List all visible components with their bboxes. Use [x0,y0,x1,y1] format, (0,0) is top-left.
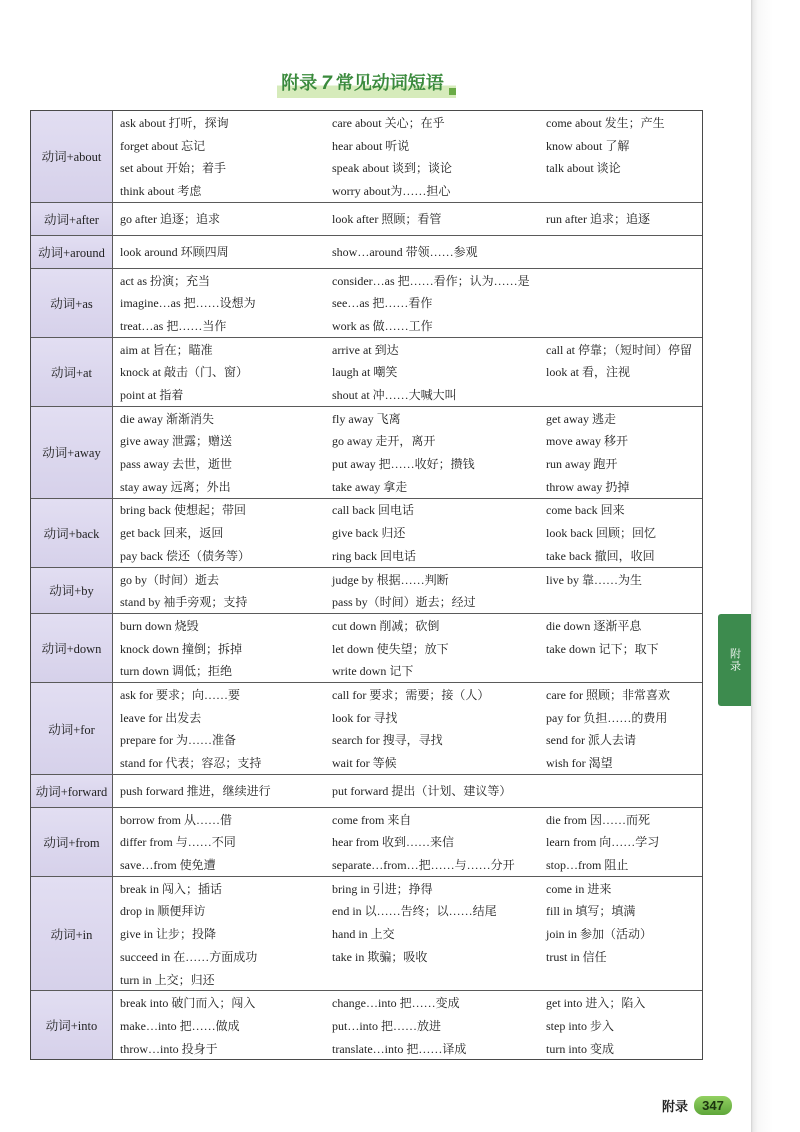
verb-phrase: turn in 上交；归还 [120,972,215,987]
verb-phrase: make…into 把……做成 [120,1018,240,1033]
phrase-line [113,269,702,292]
verb-phrase: join in 参加（活动） [546,927,653,942]
verb-phrase: stop…from 阻止 [546,858,629,873]
verb-phrase: call for 要求；需要；接（人） [332,687,490,702]
verb-phrase: throw…into 投身于 [120,1041,218,1056]
phrase-line [113,207,702,230]
verb-phrase: throw away 扔掉 [546,479,630,494]
verb-phrase: look after 照顾；看管 [332,212,442,227]
verb-phrase: let down 使失望；放下 [332,641,449,656]
phrase-line [113,544,702,567]
verb-phrase: look at 看，注视 [546,365,630,380]
verb-phrase: come back 回来 [546,503,625,518]
phrase-line [113,240,702,263]
title-square-mark [449,88,456,95]
row-phrases [113,407,702,498]
table-row [31,268,702,337]
appendix-side-tab [718,614,751,706]
verb-phrase: separate…from…把……与……分开 [332,858,515,873]
table-row [31,990,702,1059]
row-phrases [113,775,702,807]
phrase-line [113,683,702,706]
verb-phrase: treat…as 把……当作 [120,318,227,333]
verb-phrase: knock down 撞倒；拆掉 [120,641,242,656]
verb-phrase: knock at 敲击（门、窗） [120,365,248,380]
verb-phrase: call at 停靠；（短时间）停留 [546,342,692,357]
verb-phrase: give back 归还 [332,526,406,541]
phrase-line [113,853,702,876]
title-highlight [277,70,456,98]
row-phrases [113,236,702,268]
verb-phrase: burn down 烧毁 [120,618,199,633]
table-row [31,337,702,406]
verb-phrase: fill in 填写；填满 [546,904,636,919]
phrase-line [113,338,702,361]
verb-phrase: imagine…as 把……设想为 [120,296,256,311]
verb-phrase: see…as 把……看作 [332,296,433,311]
verb-phrase: borrow from 从……借 [120,812,232,827]
verb-phrase: look for 寻找 [332,710,398,725]
verb-phrase: speak about 谈到；谈论 [332,161,452,176]
verb-phrase: send for 派人去请 [546,733,636,748]
row-category: 动词+away [31,407,113,498]
verb-phrase: die from 因……而死 [546,812,650,827]
verb-phrase: change…into 把……变成 [332,996,460,1011]
table-row [31,807,702,876]
verb-phrase: go away 走开，离开 [332,434,436,449]
verb-phrase: bring back 使想起；带回 [120,503,246,518]
verb-phrase: consider…as 把……看作；认为……是 [332,273,530,288]
verb-phrase: pay back 偿还（债务等） [120,548,250,563]
verb-phrase: live by 靠……为生 [546,572,642,587]
phrase-line [113,751,702,774]
verb-phrase: hear from 收到……来信 [332,835,454,850]
table-row [31,567,702,613]
phrase-line [113,1037,702,1060]
verb-phrase: turn into 变成 [546,1041,614,1056]
phrase-line [113,729,702,752]
row-category: 动词+from [31,808,113,876]
verb-phrase: differ from 与……不同 [120,835,236,850]
table-row [31,774,702,807]
phrase-line [113,475,702,498]
verb-phrase: wait for 等候 [332,756,397,771]
phrase-line [113,383,702,406]
table-row [31,498,702,567]
verb-phrase: ask about 打听，探询 [120,115,229,130]
phrase-line [113,808,702,831]
verb-phrase: save…from 使免遭 [120,858,216,873]
row-phrases [113,111,702,202]
page-title [0,70,733,98]
verb-phrase: prepare for 为……准备 [120,733,236,748]
verb-phrase: care about 关心；在乎 [332,115,445,130]
row-category: 动词+about [31,111,113,202]
table-row [31,613,702,682]
verb-phrase: get away 逃走 [546,411,616,426]
phrase-line [113,111,702,134]
row-category: 动词+after [31,203,113,235]
phrase-line [113,900,702,923]
table-row [31,111,702,202]
page-number: 347 [694,1096,732,1115]
phrase-line [113,590,702,613]
phrase-line [113,452,702,475]
verb-phrase: turn down 调低；拒绝 [120,664,232,679]
verb-phrase: run away 跑开 [546,457,618,472]
verb-phrase: worry about为……担心 [332,183,451,198]
phrase-line [113,179,702,202]
phrase-line [113,637,702,660]
verb-phrase: pass away 去世，逝世 [120,457,232,472]
verb-phrase: know about 了解 [546,138,630,153]
verb-phrase: take in 欺骗；吸收 [332,949,428,964]
table-row [31,202,702,235]
verb-phrase: break in 闯入；插话 [120,881,222,896]
verb-phrase: go after 追逐；追求 [120,212,220,227]
phrase-line [113,831,702,854]
row-category: 动词+at [31,338,113,406]
title-text: 常见动词短语 [335,73,444,94]
verb-phrase: shout at 冲……大喊大叫 [332,388,457,403]
verb-phrase: leave for 出发去 [120,710,202,725]
row-phrases [113,808,702,876]
verb-phrase: pass by（时间）逝去；经过 [332,595,476,610]
phrase-table [30,110,703,1060]
verb-phrase: stand for 代表；容忍；支持 [120,756,262,771]
phrase-line [113,499,702,522]
row-phrases [113,991,702,1059]
verb-phrase: bring in 引进；挣得 [332,881,433,896]
verb-phrase: work as 做……工作 [332,318,433,333]
table-row [31,406,702,498]
verb-phrase: ring back 回电话 [332,548,416,563]
row-phrases [113,269,702,337]
verb-phrase: search for 搜寻，寻找 [332,733,443,748]
verb-phrase: take down 记下；取下 [546,641,659,656]
row-category: 动词+around [31,236,113,268]
verb-phrase: fly away 飞离 [332,411,401,426]
phrase-line [113,568,702,591]
verb-phrase: set about 开始；着手 [120,161,226,176]
phrase-line [113,780,702,803]
verb-phrase: hear about 听说 [332,138,410,153]
row-phrases [113,683,702,774]
verb-phrase: ask for 要求；向……要 [120,687,240,702]
row-category: 动词+forward [31,775,113,807]
verb-phrase: die away 渐渐消失 [120,411,214,426]
table-row [31,876,702,990]
phrase-line [113,877,702,900]
verb-phrase: take back 撤回，收回 [546,548,655,563]
phrase-line [113,659,702,682]
phrase-line [113,361,702,384]
row-phrases [113,499,702,567]
verb-phrase: care for 照顾；非常喜欢 [546,687,670,702]
title-prefix: 附录 [281,73,318,94]
verb-phrase: come in 进来 [546,881,612,896]
verb-phrase: go by（时间）逝去 [120,572,220,587]
verb-phrase: talk about 谈论 [546,161,621,176]
page-footer [662,1096,732,1115]
verb-phrase: look around 环顾四周 [120,245,229,260]
row-category: 动词+as [31,269,113,337]
verb-phrase: stand by 袖手旁观；支持 [120,595,248,610]
phrase-line [113,314,702,337]
verb-phrase: drop in 顺便拜访 [120,904,206,919]
footer-section-label: 附录 [662,1100,689,1115]
verb-phrase: trust in 信任 [546,949,607,964]
verb-phrase: end in 以……告终；以……结尾 [332,904,497,919]
verb-phrase: laugh at 嘲笑 [332,365,398,380]
phrase-line [113,945,702,968]
verb-phrase: hand in 上交 [332,927,395,942]
verb-phrase: pay for 负担……的费用 [546,710,668,725]
row-category: 动词+down [31,614,113,682]
row-category: 动词+back [31,499,113,567]
verb-phrase: look back 回顾；回忆 [546,526,656,541]
page-edge-shadow [751,0,800,1132]
verb-phrase: give away 泄露；赠送 [120,434,232,449]
verb-phrase: come from 来自 [332,812,412,827]
phrase-line [113,922,702,945]
table-row [31,235,702,268]
verb-phrase: point at 指着 [120,388,184,403]
verb-phrase: think about 考虑 [120,183,202,198]
phrase-line [113,521,702,544]
verb-phrase: arrive at 到达 [332,342,399,357]
verb-phrase: get back 回来，返回 [120,526,224,541]
verb-phrase: stay away 远离；外出 [120,479,231,494]
verb-phrase: judge by 根据……判断 [332,572,449,587]
verb-phrase: get into 进入；陷入 [546,996,646,1011]
verb-phrase: aim at 旨在；瞄准 [120,342,213,357]
verb-phrase: wish for 渴望 [546,756,613,771]
verb-phrase: learn from 向……学习 [546,835,660,850]
row-phrases [113,338,702,406]
verb-phrase: call back 回电话 [332,503,414,518]
verb-phrase: write down 记下 [332,664,414,679]
title-number: 7 [321,73,332,94]
verb-phrase: translate…into 把……译成 [332,1041,467,1056]
phrase-line [113,134,702,157]
row-phrases [113,203,702,235]
phrase-line [113,991,702,1014]
verb-phrase: break into 破门而入；闯入 [120,996,256,1011]
phrase-line [113,706,702,729]
verb-phrase: cut down 削减；砍倒 [332,618,440,633]
phrase-line [113,407,702,430]
verb-phrase: take away 拿走 [332,479,408,494]
row-phrases [113,614,702,682]
side-tab-label: 附录 [728,648,742,672]
verb-phrase: run after 追求；追逐 [546,212,650,227]
verb-phrase: die down 逐渐平息 [546,618,642,633]
verb-phrase: give in 让步；投降 [120,927,216,942]
verb-phrase: push forward 推进，继续进行 [120,784,271,799]
verb-phrase: step into 步入 [546,1018,614,1033]
verb-phrase: succeed in 在……方面成功 [120,949,258,964]
verb-phrase: forget about 忘记 [120,138,206,153]
verb-phrase: act as 扮演；充当 [120,273,210,288]
row-category: 动词+into [31,991,113,1059]
phrase-line [113,430,702,453]
row-phrases [113,568,702,613]
verb-phrase: put away 把……收好；攒钱 [332,457,475,472]
row-category: 动词+by [31,568,113,613]
phrase-line [113,156,702,179]
phrase-line [113,1014,702,1037]
row-phrases [113,877,702,990]
phrase-line [113,968,702,991]
phrase-line [113,614,702,637]
verb-phrase: show…around 带领……参观 [332,245,478,260]
verb-phrase: come about 发生；产生 [546,115,665,130]
verb-phrase: put forward 提出（计划、建议等） [332,784,512,799]
row-category: 动词+in [31,877,113,990]
row-category: 动词+for [31,683,113,774]
verb-phrase: move away 移开 [546,434,628,449]
table-row [31,682,702,774]
phrase-line [113,291,702,314]
verb-phrase: put…into 把……放进 [332,1018,442,1033]
